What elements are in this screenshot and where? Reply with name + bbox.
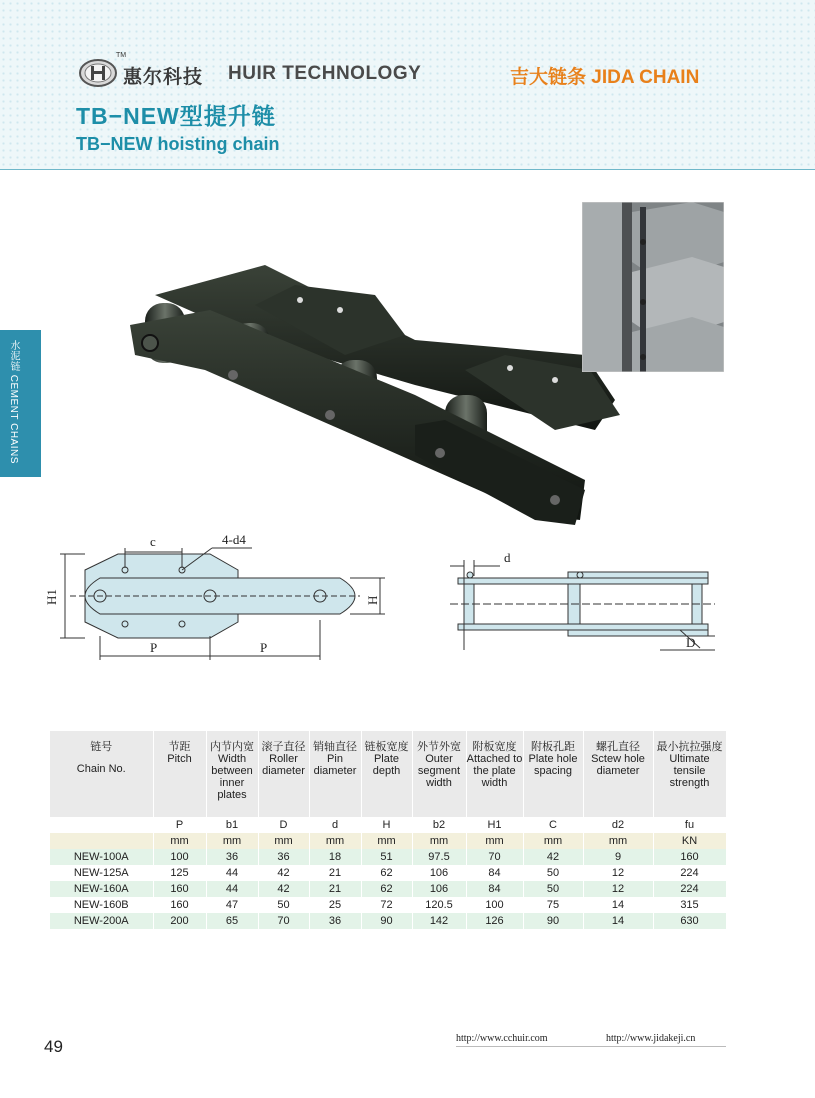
cell: 126 (466, 913, 523, 929)
cell: 106 (412, 881, 466, 897)
cell: 42 (523, 849, 583, 865)
cell: 50 (258, 897, 309, 913)
header-cell: 附板孔距 Plate hole spacing (523, 731, 583, 817)
header-cell: 链号 Chain No. (50, 731, 153, 817)
header-cell: 节距 Pitch (153, 731, 206, 817)
symbol-cell: D (258, 817, 309, 833)
cell: 160 (153, 897, 206, 913)
cell: 14 (583, 913, 653, 929)
table-row (50, 881, 726, 897)
side-category-tab (0, 330, 41, 477)
cell: 36 (206, 849, 258, 865)
cell: 97.5 (412, 849, 466, 865)
cell: 21 (309, 865, 361, 881)
header-cell: 最小抗拉强度 Ultimate tensile strength (653, 731, 726, 817)
brand-name-en: HUIR TECHNOLOGY (228, 63, 422, 84)
cell: 75 (523, 897, 583, 913)
cell: NEW-200A (50, 913, 153, 929)
symbol-cell: P (153, 817, 206, 833)
cell: 36 (258, 849, 309, 865)
huir-logo-icon (78, 58, 118, 88)
symbol-cell: b2 (412, 817, 466, 833)
unit-cell: mm (309, 833, 361, 849)
symbol-cell: d (309, 817, 361, 833)
cell: NEW-160B (50, 897, 153, 913)
symbol-cell: C (523, 817, 583, 833)
cell: 70 (258, 913, 309, 929)
hoisting-chain-image (115, 225, 635, 530)
cell: 18 (309, 849, 361, 865)
cell: 36 (309, 913, 361, 929)
unit-cell: mm (258, 833, 309, 849)
trademark-mark: TM (116, 52, 127, 59)
cell: 200 (153, 913, 206, 929)
side-tab-label: 水泥链 CEMENT CHAINS (8, 340, 19, 464)
cell: 51 (361, 849, 412, 865)
cell: 125 (153, 865, 206, 881)
footer-url-jidakeji[interactable]: http://www.jidakeji.cn (606, 1033, 696, 1044)
cell: 9 (583, 849, 653, 865)
header-cell: 外节外宽 Outer segment width (412, 731, 466, 817)
cell: 62 (361, 865, 412, 881)
cell: 21 (309, 881, 361, 897)
cell: 14 (583, 897, 653, 913)
cell: 12 (583, 865, 653, 881)
chain-side-view-drawing (40, 528, 395, 668)
dim-label-c: c (150, 534, 156, 549)
symbol-cell: d2 (583, 817, 653, 833)
symbol-cell (50, 817, 153, 833)
cell: NEW-160A (50, 881, 153, 897)
unit-cell: mm (466, 833, 523, 849)
cell: 50 (523, 865, 583, 881)
table-symbol-row (50, 817, 726, 833)
header-cell: 螺孔直径 Sctew hole diameter (583, 731, 653, 817)
table-header-row (50, 731, 726, 817)
table-row (50, 849, 726, 865)
jida-chain-brand: 吉大链条 JIDA CHAIN (510, 67, 700, 88)
cell: 106 (412, 865, 466, 881)
chain-top-view-drawing (430, 540, 720, 660)
unit-cell: mm (412, 833, 466, 849)
cell: 224 (653, 881, 726, 897)
cell: 100 (153, 849, 206, 865)
table-row (50, 865, 726, 881)
page-number: 49 (44, 1037, 63, 1056)
cell: 630 (653, 913, 726, 929)
cell: 100 (466, 897, 523, 913)
header-cell: 链板宽度 Plate depth (361, 731, 412, 817)
cell: 90 (361, 913, 412, 929)
cell: 160 (653, 849, 726, 865)
table-row (50, 897, 726, 913)
cell: NEW-100A (50, 849, 153, 865)
header-cell: 滚子直径 Roller diameter (258, 731, 309, 817)
unit-cell: mm (583, 833, 653, 849)
unit-cell (50, 833, 153, 849)
table-unit-row (50, 833, 726, 849)
dim-label-d: d (504, 550, 511, 565)
symbol-cell: fu (653, 817, 726, 833)
symbol-cell: H1 (466, 817, 523, 833)
footer-url-cchuir[interactable]: http://www.cchuir.com (456, 1033, 548, 1044)
cell: 50 (523, 881, 583, 897)
header-cell: 内节内宽 Width between inner plates (206, 731, 258, 817)
dim-label-big-d: D (686, 635, 696, 650)
cell: 84 (466, 865, 523, 881)
unit-cell: mm (361, 833, 412, 849)
brand-name-cn: 惠尔科技 (123, 67, 204, 88)
cell: 84 (466, 881, 523, 897)
unit-cell: mm (523, 833, 583, 849)
cell: 44 (206, 865, 258, 881)
page-title-en: TB−NEW hoisting chain (76, 134, 280, 154)
cell: 47 (206, 897, 258, 913)
unit-cell: mm (206, 833, 258, 849)
page-title-cn: TB−NEW型提升链 (76, 103, 276, 129)
cell: 72 (361, 897, 412, 913)
dim-label-h: H (365, 595, 380, 605)
dim-label-h1: H1 (44, 589, 59, 605)
cell: 70 (466, 849, 523, 865)
bucket-elevator-photo (582, 202, 724, 372)
dim-label-4-d4: 4-d4 (222, 532, 246, 547)
unit-cell: KN (653, 833, 726, 849)
unit-cell: mm (153, 833, 206, 849)
cell: 120.5 (412, 897, 466, 913)
header-cell: 附板宽度 Attached to the plate width (466, 731, 523, 817)
header-divider (0, 169, 815, 170)
cell: 315 (653, 897, 726, 913)
header-cell: 销轴直径 Pin diameter (309, 731, 361, 817)
cell: 224 (653, 865, 726, 881)
symbol-cell: b1 (206, 817, 258, 833)
cell: 65 (206, 913, 258, 929)
cell: 62 (361, 881, 412, 897)
symbol-cell: H (361, 817, 412, 833)
dim-label-p2: P (260, 640, 268, 655)
cell: 160 (153, 881, 206, 897)
footer-divider (456, 1046, 726, 1047)
cell: 90 (523, 913, 583, 929)
cell: 142 (412, 913, 466, 929)
cell: 12 (583, 881, 653, 897)
table-row (50, 913, 726, 929)
cell: 44 (206, 881, 258, 897)
cell: 25 (309, 897, 361, 913)
cell: 42 (258, 865, 309, 881)
cell: NEW-125A (50, 865, 153, 881)
cell: 42 (258, 881, 309, 897)
dim-label-p1: P (150, 640, 158, 655)
spec-table (50, 731, 727, 929)
